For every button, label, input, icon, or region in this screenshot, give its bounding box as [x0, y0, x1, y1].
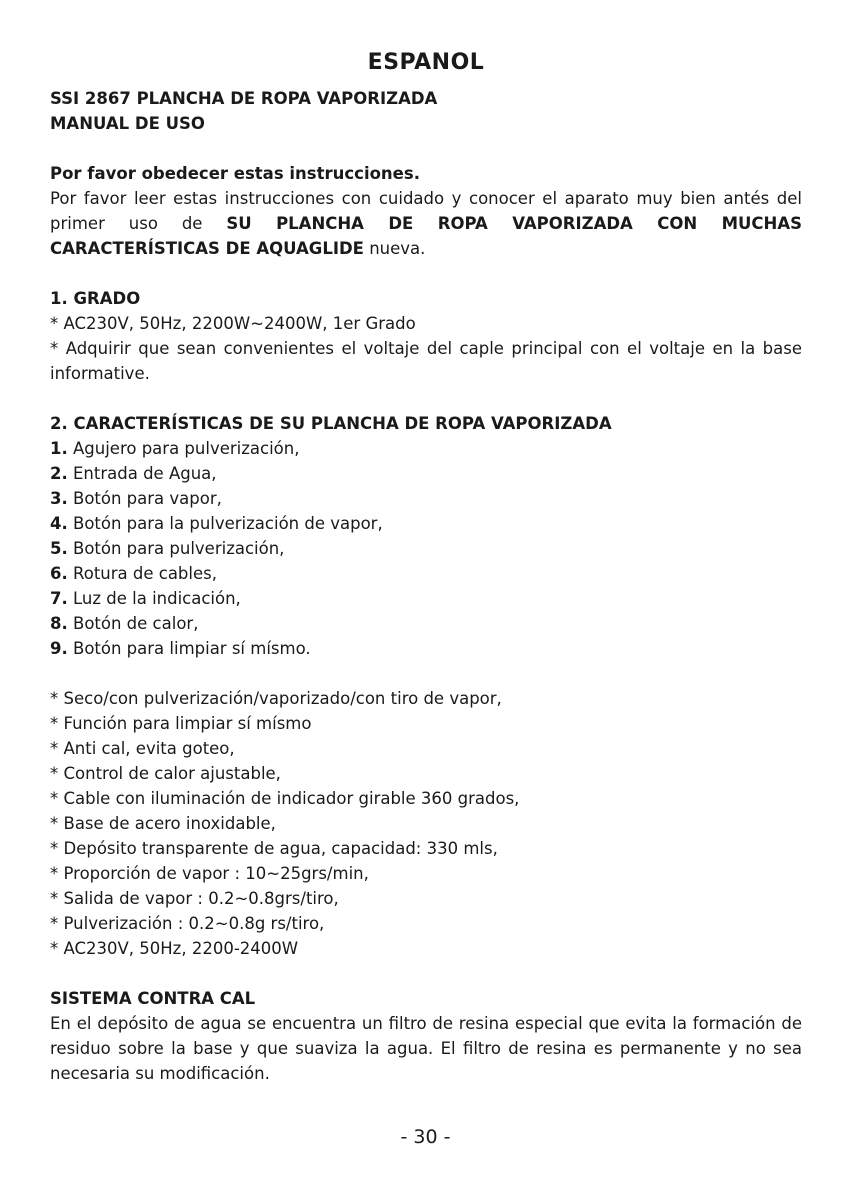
list-item: * Base de acero inoxidable,	[50, 814, 276, 833]
part-number: 3.	[50, 489, 68, 508]
list-item	[50, 536, 802, 561]
manual-page	[50, 48, 802, 1086]
part-text: Botón para la pulverización de vapor,	[67, 514, 383, 533]
list-item: * Cable con iluminación de indicador girable 360 grados,	[50, 789, 520, 808]
part-number: 6.	[50, 564, 68, 583]
list-item: * Pulverización : 0.2~0.8g rs/tiro,	[50, 914, 325, 933]
section3-paragraph: En el depósito de agua se encuentra un filtro de resina especial que evita la formación de residuo sobre la base y que suaviza la agua. El filtro de resina es permanente y no sea necesaria su modificación.	[50, 1014, 802, 1083]
list-item: * Control de calor ajustable,	[50, 764, 281, 783]
parts-list	[50, 436, 802, 661]
product-title: SSI 2867 PLANCHA DE ROPA VAPORIZADA	[50, 89, 438, 108]
manual-title: MANUAL DE USO	[50, 114, 205, 133]
list-item: * Función para limpiar sí mísmo	[50, 714, 312, 733]
list-item: * Proporción de vapor : 10~25grs/min,	[50, 864, 369, 883]
part-number: 7.	[50, 589, 68, 608]
part-text: Agujero para pulverización,	[67, 439, 300, 458]
part-number: 5.	[50, 539, 68, 558]
part-number: 1.	[50, 439, 68, 458]
list-item	[50, 461, 802, 486]
intro-heading: Por favor obedecer estas instrucciones.	[50, 164, 420, 183]
part-text: Entrada de Agua,	[67, 464, 217, 483]
list-item: * Salida de vapor : 0.2~0.8grs/tiro,	[50, 889, 339, 908]
list-item	[50, 436, 802, 461]
part-number: 2.	[50, 464, 68, 483]
list-item	[50, 586, 802, 611]
part-text: Botón para pulverización,	[67, 539, 285, 558]
intro-text-after: nueva.	[363, 239, 426, 258]
section3-heading: SISTEMA CONTRA CAL	[50, 989, 256, 1008]
list-item: * AC230V, 50Hz, 2200-2400W	[50, 939, 299, 958]
list-item	[50, 561, 802, 586]
list-item: * Depósito transparente de agua, capacidad: 330 mls,	[50, 839, 498, 858]
part-number: 4.	[50, 514, 68, 533]
part-number: 8.	[50, 614, 68, 633]
page-number: - 30 -	[400, 1126, 451, 1148]
part-text: Botón para vapor,	[67, 489, 222, 508]
list-item	[50, 511, 802, 536]
features-list	[50, 686, 802, 961]
part-text: Luz de la indicación,	[67, 589, 241, 608]
intro-text-bold: SU PLANCHA DE ROPA VAPORIZADA CON MUCHAS CARACTERÍSTICAS DE AQUAGLIDE	[50, 214, 802, 258]
part-text: Botón de calor,	[67, 614, 199, 633]
list-item: * Anti cal, evita goteo,	[50, 739, 235, 758]
list-item	[50, 611, 802, 636]
list-item	[50, 636, 802, 661]
language-title: ESPANOL	[367, 50, 485, 75]
section1-line: * Adquirir que sean convenientes el voltaje del caple principal con el voltaje en la base informative.	[50, 339, 802, 383]
intro-paragraph	[50, 186, 802, 261]
part-text: Rotura de cables,	[67, 564, 217, 583]
intro-text-before: Por favor leer estas instrucciones con cuidado y conocer el aparato muy bien antés del primer uso de	[50, 189, 802, 233]
list-item	[50, 486, 802, 511]
section1-line: * AC230V, 50Hz, 2200W~2400W, 1er Grado	[50, 314, 416, 333]
part-number: 9.	[50, 639, 68, 658]
section2-heading: 2. CARACTERÍSTICAS DE SU PLANCHA DE ROPA VAPORIZADA	[50, 414, 612, 433]
section1-heading: 1. GRADO	[50, 289, 141, 308]
part-text: Botón para limpiar sí mísmo.	[67, 639, 311, 658]
list-item: * Seco/con pulverización/vaporizado/con tiro de vapor,	[50, 689, 502, 708]
